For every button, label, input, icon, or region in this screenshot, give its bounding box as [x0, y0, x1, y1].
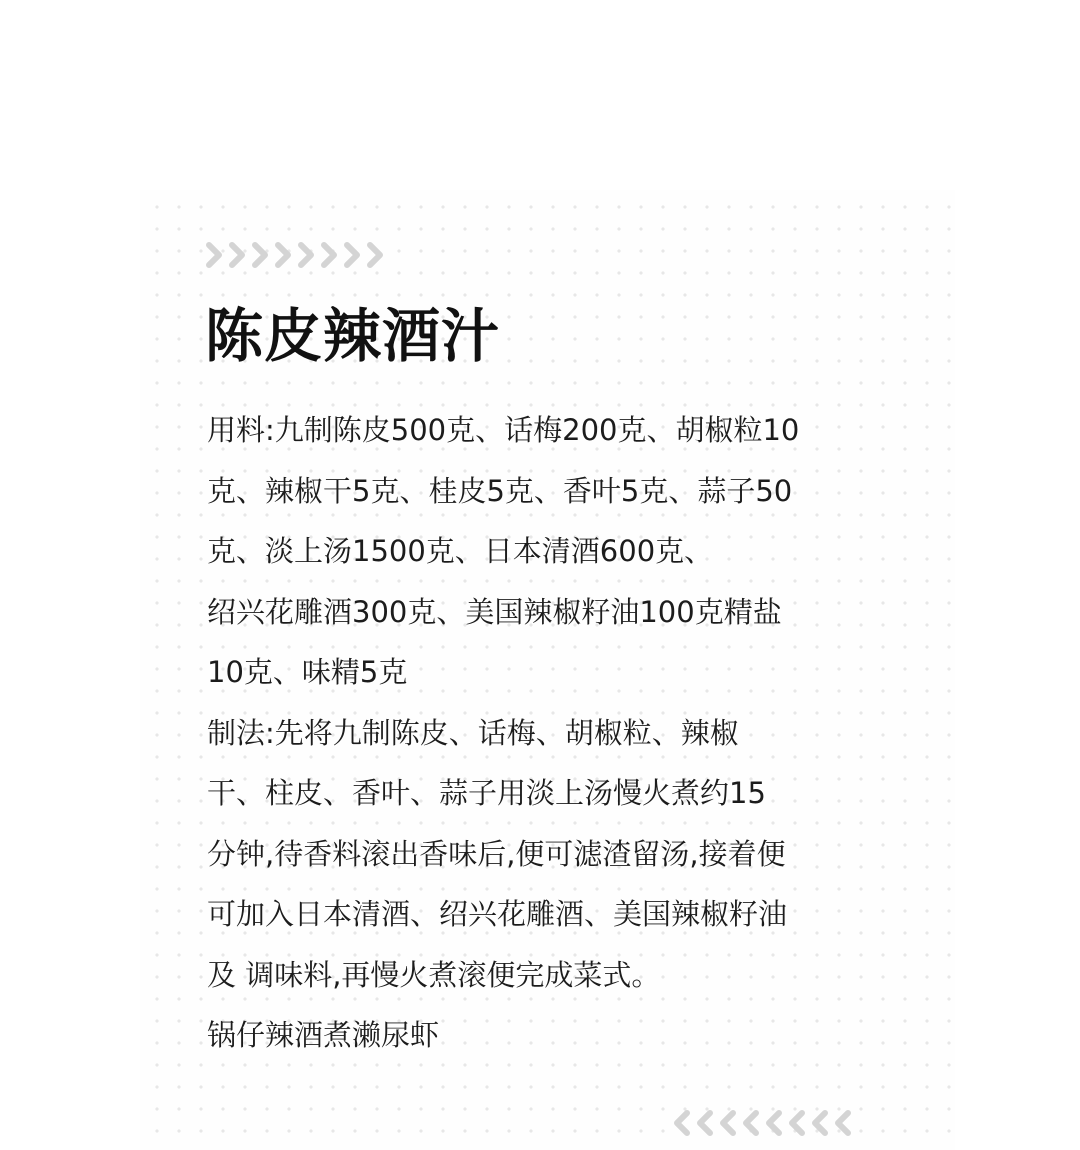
recipe-line: 干、柱皮、香叶、蒜子用淡上汤慢火煮约15 — [207, 776, 766, 810]
recipe-line: 锅仔辣酒煮濑尿虾 — [207, 1018, 440, 1052]
recipe-line: 用料:九制陈皮500克、话梅200克、胡椒粒10 — [207, 413, 800, 447]
chevron-left-icon — [764, 1108, 783, 1138]
chevron-left-icon — [718, 1108, 737, 1138]
chevron-right-icon — [205, 240, 224, 270]
recipe-line: 及 调味料,再慢火煮滚便完成菜式。 — [207, 957, 661, 992]
recipe-line: 克、辣椒干5克、桂皮5克、香叶5克、蒜子50 — [207, 473, 793, 508]
chevron-left-icon — [810, 1108, 829, 1138]
chevron-right-icon — [343, 240, 362, 270]
recipe-line: 可加入日本清酒、绍兴花雕酒、美国辣椒籽油 — [207, 897, 788, 931]
chevron-left-icon — [833, 1108, 852, 1138]
recipe-line: 制法:先将九制陈皮、话梅、胡椒粒、辣椒 — [207, 715, 739, 750]
decorative-chevrons-right — [205, 240, 385, 270]
recipe-body — [207, 400, 897, 1066]
page-title: 陈皮辣酒汁 — [205, 302, 501, 370]
chevron-left-icon — [787, 1108, 806, 1138]
recipe-line: 克、淡上汤1500克、日本清酒600克、 — [207, 534, 714, 568]
chevron-left-icon — [741, 1108, 760, 1138]
chevron-right-icon — [320, 240, 339, 270]
chevron-right-icon — [297, 240, 316, 270]
chevron-right-icon — [366, 240, 385, 270]
chevron-right-icon — [228, 240, 247, 270]
recipe-line: 绍兴花雕酒300克、美国辣椒籽油100克精盐 — [207, 594, 782, 629]
recipe-line: 10克、味精5克 — [207, 655, 408, 689]
chevron-left-icon — [695, 1108, 714, 1138]
chevron-right-icon — [274, 240, 293, 270]
recipe-line: 分钟,待香料滚出香味后,便可滤渣留汤,接着便 — [207, 836, 786, 871]
chevron-left-icon — [672, 1108, 691, 1138]
decorative-chevrons-left — [672, 1108, 852, 1138]
chevron-right-icon — [251, 240, 270, 270]
